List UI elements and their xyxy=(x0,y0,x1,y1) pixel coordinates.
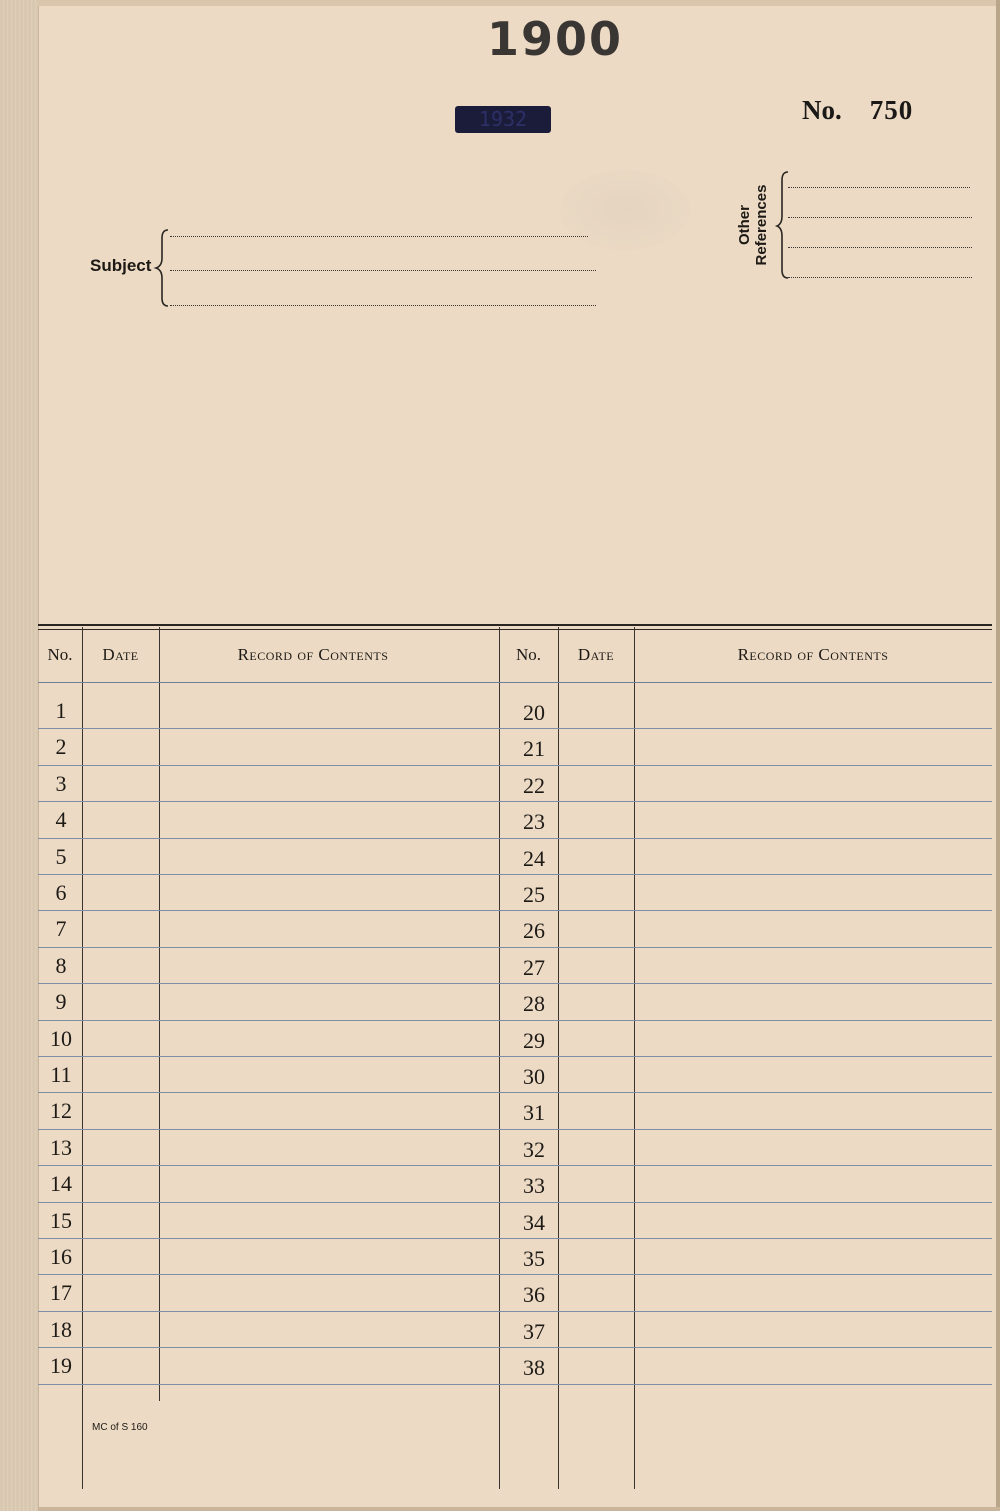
row-number: 13 xyxy=(50,1134,72,1160)
page-bottom-edge xyxy=(38,1507,1000,1511)
row-number: 34 xyxy=(523,1209,545,1235)
row-ruling[interactable] xyxy=(38,1274,992,1275)
row-number: 26 xyxy=(523,918,545,944)
row-number: 19 xyxy=(50,1353,72,1379)
table-top-rule xyxy=(38,624,992,626)
table-top-rule-thin xyxy=(38,629,992,630)
subject-line-1[interactable] xyxy=(170,236,588,237)
header-no-right: No. xyxy=(515,645,542,664)
row-number: 22 xyxy=(523,772,545,798)
page-right-edge xyxy=(996,0,1000,1511)
other-references-label-line1: Other xyxy=(736,205,753,246)
row-number: 36 xyxy=(523,1282,545,1308)
file-number-value: 750 xyxy=(869,95,914,125)
row-ruling[interactable] xyxy=(38,947,992,948)
form-code: MC of S 160 xyxy=(92,1422,148,1433)
row-ruling[interactable] xyxy=(38,910,992,911)
row-ruling[interactable] xyxy=(38,983,992,984)
row-number: 32 xyxy=(523,1136,545,1162)
row-number: 1 xyxy=(55,698,67,723)
other-reference-line-4[interactable] xyxy=(788,277,972,278)
row-number: 33 xyxy=(523,1173,545,1199)
row-ruling[interactable] xyxy=(38,728,992,729)
row-number: 4 xyxy=(55,807,67,833)
row-number: 30 xyxy=(523,1064,545,1089)
row-number: 18 xyxy=(50,1316,72,1342)
row-number: 21 xyxy=(523,736,545,762)
row-number: 16 xyxy=(50,1244,72,1269)
row-number: 27 xyxy=(523,954,545,980)
file-number xyxy=(802,95,913,126)
header-contents-right: Record of Contents xyxy=(737,645,889,664)
row-ruling[interactable] xyxy=(38,1020,992,1021)
row-ruling[interactable] xyxy=(38,801,992,802)
row-number: 14 xyxy=(50,1171,72,1197)
row-number: 23 xyxy=(523,809,545,835)
row-number: 8 xyxy=(55,952,67,978)
subject-label: Subject xyxy=(90,256,152,275)
row-number: 2 xyxy=(55,734,67,760)
row-number: 37 xyxy=(523,1318,545,1344)
row-ruling[interactable] xyxy=(38,1129,992,1130)
row-number: 24 xyxy=(523,845,545,871)
row-ruling[interactable] xyxy=(38,1056,992,1057)
subject-line-3[interactable] xyxy=(170,305,596,306)
row-ruling[interactable] xyxy=(38,838,992,839)
row-ruling[interactable] xyxy=(38,1165,992,1166)
row-ruling[interactable] xyxy=(38,1347,992,1348)
other-reference-line-1[interactable] xyxy=(788,187,970,188)
row-number: 29 xyxy=(523,1027,545,1053)
row-number: 15 xyxy=(50,1207,72,1233)
row-number: 6 xyxy=(55,880,67,905)
row-number: 17 xyxy=(50,1280,72,1306)
header-underline xyxy=(38,682,992,683)
row-number: 10 xyxy=(50,1025,72,1051)
stamped-year: 1900 xyxy=(486,12,624,66)
redacted-year: 1932 xyxy=(455,106,551,133)
other-references-label xyxy=(731,175,775,275)
row-number: 38 xyxy=(523,1355,545,1381)
page-top-edge xyxy=(38,0,1000,6)
spine-binding xyxy=(0,0,39,1511)
header-no-left: No. xyxy=(47,645,73,664)
file-number-prefix: No. xyxy=(802,95,842,125)
row-number: 9 xyxy=(55,989,67,1015)
other-references-label-line2: References xyxy=(753,184,770,266)
row-number: 20 xyxy=(523,700,545,725)
subject-brace xyxy=(154,228,174,308)
row-ruling[interactable] xyxy=(38,1238,992,1239)
row-number: 35 xyxy=(523,1246,545,1271)
other-reference-line-3[interactable] xyxy=(788,247,972,248)
header-date-right: Date xyxy=(577,645,615,664)
row-number: 3 xyxy=(55,770,67,796)
row-ruling[interactable] xyxy=(38,1384,992,1385)
row-ruling[interactable] xyxy=(38,1311,992,1312)
row-number: 11 xyxy=(50,1062,72,1087)
other-reference-line-2[interactable] xyxy=(788,217,972,218)
row-number: 25 xyxy=(523,882,545,907)
row-ruling[interactable] xyxy=(38,1202,992,1203)
paper-stain xyxy=(560,170,690,250)
row-ruling[interactable] xyxy=(38,874,992,875)
column-divider xyxy=(159,627,160,1401)
row-number: 7 xyxy=(55,916,67,942)
column-divider xyxy=(634,627,635,1489)
row-number: 28 xyxy=(523,991,545,1017)
row-ruling[interactable] xyxy=(38,1092,992,1093)
row-number: 31 xyxy=(523,1100,545,1126)
column-divider xyxy=(499,627,500,1489)
header-date-left: Date xyxy=(102,645,139,664)
subject-line-2[interactable] xyxy=(170,270,596,271)
row-ruling[interactable] xyxy=(38,765,992,766)
row-number: 5 xyxy=(55,843,67,869)
header-contents-left: Record of Contents xyxy=(237,645,389,664)
column-divider xyxy=(82,627,83,1489)
row-number: 12 xyxy=(50,1098,72,1124)
